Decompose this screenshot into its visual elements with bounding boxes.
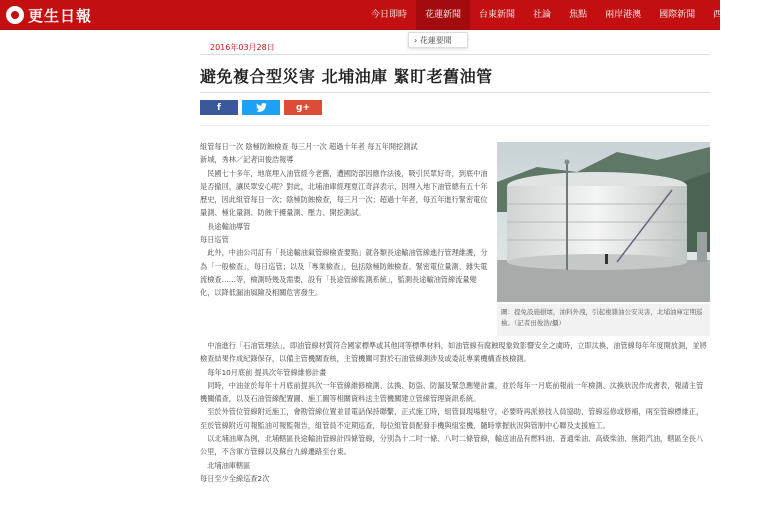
dropdown-item-hualien-headlines[interactable]: 花蓮要聞 [419, 36, 452, 45]
article-lead: 組管每日一次 陰極防蝕檢查 每三月一次 超過十年者 每五年開挖測試 [200, 142, 418, 151]
article-date: 2016年03月28日 [210, 43, 275, 52]
nav-item-cross-strait[interactable]: 兩岸港澳 [605, 10, 642, 20]
photo-caption: 圖：提免設施損壞，油料外洩，引起複雜油公安災害，北埔油庫定期巡檢。（記者田俊浩/攝） [497, 304, 710, 336]
facebook-share-button[interactable] [200, 100, 238, 115]
googleplus-icon: g+ [296, 102, 310, 113]
nav-item-international[interactable]: 國際新聞 [659, 10, 696, 20]
twitter-share-button[interactable] [242, 100, 280, 115]
divider [200, 54, 710, 55]
nav-item-western[interactable]: 西部綜合 [713, 10, 750, 20]
article-body-wide [200, 339, 710, 485]
article-photo [497, 142, 710, 302]
article-paragraph: 中油進行「石油管理法」，即油管線材質符合國家標準或其他同等標準材料，如油管線有腐蝕現象致影響安全之虞時，立即汰換，油管線每年年度開放測，並將檢查結果作成紀錄保存，以備主管機關查核，主管機關可對於石油管線測涉及或委託專業機構查核檢測。 [200, 341, 707, 364]
article-subheading: 每年10月底前 提具次年管線維修計畫 [200, 367, 327, 377]
nav-item-editorial[interactable]: 社論 [533, 10, 552, 20]
divider [200, 125, 710, 126]
facebook-icon: f [217, 102, 221, 113]
divider [200, 92, 710, 93]
googleplus-share-button[interactable] [284, 100, 322, 115]
logo-text: 更生日報 [28, 6, 93, 25]
article-subheading: 每日至少全線巡查2次 [200, 473, 270, 483]
nav-item-taitung[interactable]: 台東新聞 [479, 10, 516, 20]
article-subheading: 北埔油庫轄區 [200, 460, 251, 470]
nav-item-focus[interactable]: 焦點 [569, 10, 588, 20]
article-byline: 新城，秀林／記者田俊浩報導 [200, 155, 294, 165]
main-nav [362, 0, 758, 30]
nav-dropdown[interactable] [408, 32, 468, 48]
nav-item-hualien[interactable]: 花蓮新聞 [416, 0, 470, 30]
oil-tank-image [497, 142, 710, 302]
article-paragraph: 以北埔油庫為例，北埔轄區長途輸油管線計四條管線，分別為十二吋一條、八吋二條管線，輸送油品有燃料油、普通柴油、高級柴油、無鉛汽油，轄區全長八公里，不含軍方管線以及蘇台九線遷路至台東。 [200, 434, 704, 457]
article-subheading: 長途輸油導管 [200, 221, 251, 231]
chevron-right-icon: › [414, 36, 418, 45]
article-body-narrow [200, 140, 490, 300]
top-navigation-bar [0, 0, 750, 30]
article-paragraph: 同時，中油並於每年十月底前提具次一年管線維修檢測、汰換、防盜、防漏及緊急應變計畫，並於每年一月底前報前一年檢測、汰換狀況作成書表，報請主管機關備查，以及石油管線配置圖、施工圖等相關資料送主管機關建立管線管理資訊系統。 [200, 380, 704, 404]
site-logo[interactable] [6, 4, 92, 26]
article-paragraph: 至於外管位管線附近施工，會勘管線位置並冒電話保持聯繫，正式施工時，組管員現場駐守，必要時再派修技人員協助、管線巡修或修補，兩至管線標維正，至於管線附近可報監油可報監報告，組管員不定期巡查，每位組管員配發手機與組室機，隨時掌握狀況與管制中心聯及支援施工。 [200, 407, 704, 430]
article-paragraph: 此外，中油公司訂有「長途輸油氣管線檢查要點」就各類長途輸油管線進行管理維護，分為「一般檢查」，每日巡管；以及「專業檢查」，包括陰極防蝕檢查、緊密電位量測、雜失電流檢查……等，檢測時幾及需要，設有「長途管線監測系統」，監測長途輸油管線流量變化，以降低漏油風險及相關危害發生。 [200, 248, 488, 298]
article-paragraph: 民國七十多年，地底埋入油管經今老舊，遭國防部因應作法後，吸引民眾好奇，到底中油是否撤回，讓民眾安心呢？對此，北埔油庫經理夏江奇詳表示，因埋入地下油管總有五十年歷史，因此組管每日一次；陰極防蝕檢查，每三月一次；超過十年者，每五年進行緊密電位量測、極化量測、防蝕干擾量測、壓力、開挖測試。 [200, 168, 488, 218]
logo-icon [6, 6, 24, 24]
article-subheading: 每日巡管 [200, 235, 229, 245]
nav-item-today[interactable]: 今日即時 [371, 10, 408, 20]
twitter-icon [256, 103, 267, 112]
article-title: 避免複合型災害 北埔油庫 緊盯老舊油管 [200, 67, 493, 86]
